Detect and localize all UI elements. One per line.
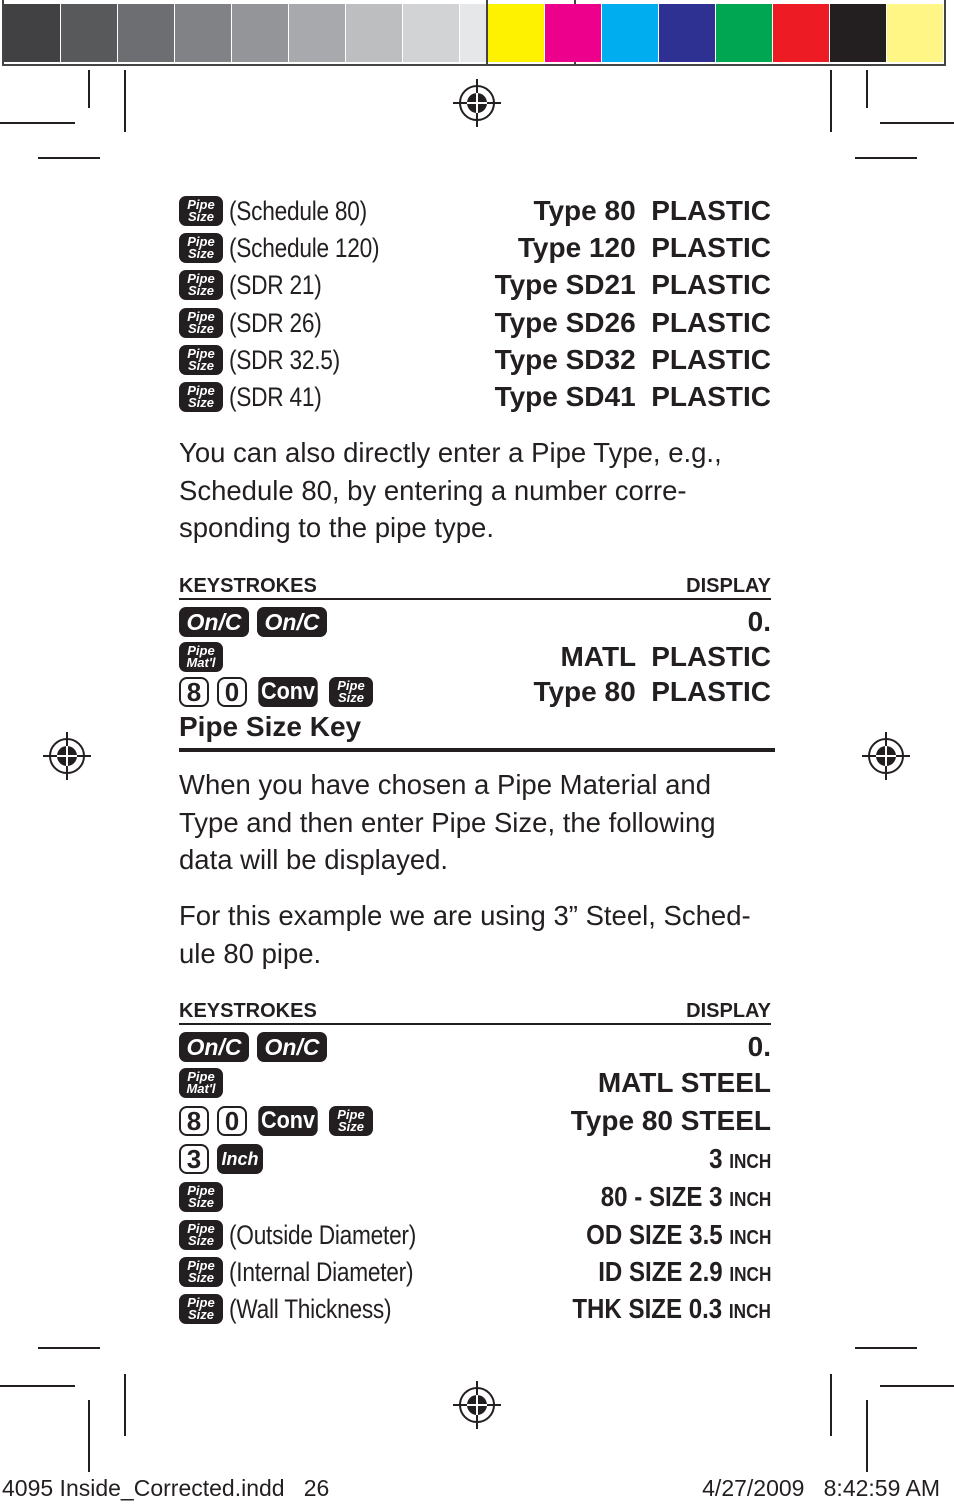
- table-row: [179, 1292, 771, 1326]
- pipe-size-key-icon: Pipe Size: [179, 1257, 223, 1287]
- pipe-size-key-icon: Pipe Size: [179, 1220, 223, 1250]
- paragraph-line: When you have chosen a Pipe Material and: [179, 769, 711, 800]
- keystrokes-header: KEYSTROKES: [179, 1000, 317, 1022]
- table-row: [179, 675, 771, 709]
- crop-mark: [38, 157, 100, 159]
- gray-swatch: [289, 4, 346, 62]
- registration-mark-icon: [453, 1381, 501, 1429]
- crop-mark: [866, 70, 868, 108]
- gray-swatch: [61, 4, 118, 62]
- display-value: MATL PLASTIC: [560, 641, 771, 672]
- pipe-type-note: (SDR 41): [229, 381, 322, 412]
- paragraph-line: ule 80 pipe.: [179, 937, 322, 969]
- paragraph-line: Schedule 80, by entering a number corre-: [179, 474, 687, 506]
- row-note: (Wall Thickness): [229, 1293, 392, 1324]
- display-value: Type SD41 PLASTIC: [494, 381, 771, 412]
- pipe-size-key-icon: Pipe Size: [179, 196, 223, 226]
- crop-mark: [88, 70, 90, 108]
- color-swatch: [773, 4, 830, 62]
- display-value: OD SIZE 3.5 INCH: [585, 1219, 771, 1250]
- table-row: [179, 640, 771, 674]
- table-header: [179, 574, 771, 600]
- crop-mark: [880, 122, 954, 124]
- pipe-type-note: (Schedule 120): [229, 232, 380, 263]
- pipe-type-note: (Schedule 80): [229, 195, 367, 226]
- display-value: 3 INCH: [708, 1143, 771, 1174]
- crop-mark: [38, 1347, 100, 1349]
- pipe-type-note: (SDR 26): [229, 307, 322, 338]
- table-row: [179, 1030, 771, 1064]
- table-row: [179, 1255, 771, 1289]
- crop-mark: [830, 1374, 832, 1436]
- gray-swatch: [118, 4, 175, 62]
- digit-8-key-icon: 8: [179, 1106, 209, 1136]
- footer-slug-left: 4095 Inside_Corrected.indd 26: [2, 1475, 330, 1501]
- pipe-type-note: (SDR 21): [229, 269, 322, 300]
- display-value: THK SIZE 0.3 INCH: [572, 1293, 771, 1324]
- crop-mark: [124, 70, 126, 132]
- process-color-bar: [486, 0, 946, 66]
- crop-mark: [88, 1400, 90, 1472]
- paragraph-pipe-size-intro: [179, 766, 779, 879]
- digit-8-key-icon: 8: [179, 677, 209, 707]
- display-value: Type 80 PLASTIC: [533, 676, 771, 707]
- table-row: [179, 1066, 771, 1100]
- display-header: DISPLAY: [686, 575, 771, 597]
- digit-0-key-icon: 0: [217, 677, 247, 707]
- color-swatch: [887, 4, 944, 62]
- color-swatch: [545, 4, 602, 62]
- pipe-size-key-icon: Pipe Size: [179, 1294, 223, 1324]
- conv-key-icon: Conv: [258, 1106, 317, 1136]
- paragraph-line: For this example we are using 3” Steel, Sched-: [179, 900, 751, 931]
- display-value: 0.: [747, 1031, 771, 1062]
- crop-mark: [866, 1400, 868, 1472]
- gray-swatch: [175, 4, 232, 62]
- list-item: [179, 343, 771, 377]
- display-value: 80 - SIZE 3 INCH: [600, 1181, 771, 1212]
- on-c-key-icon: On/C: [179, 1032, 249, 1062]
- display-value: MATL STEEL: [597, 1067, 771, 1098]
- color-swatch: [488, 4, 545, 62]
- paragraph-line: sponding to the pipe type.: [179, 512, 494, 543]
- pipe-size-key-icon: Pipe Size: [179, 270, 223, 300]
- digit-0-key-icon: 0: [217, 1106, 247, 1136]
- color-swatch: [830, 4, 887, 62]
- row-note: (Outside Diameter): [229, 1219, 417, 1250]
- footer-slug-right: 4/27/2009 8:42:59 AM: [702, 1475, 940, 1501]
- paragraph-line: Type and then enter Pipe Size, the following: [179, 806, 716, 838]
- conv-key-icon: Conv: [258, 677, 317, 707]
- table-row: [179, 1104, 771, 1138]
- pipe-size-key-icon: Pipe Size: [179, 308, 223, 338]
- gray-swatch: [403, 4, 460, 62]
- table-row: [179, 605, 771, 639]
- crop-mark: [0, 122, 75, 124]
- registration-mark-icon: [43, 732, 91, 780]
- paragraph-line: data will be displayed.: [179, 844, 449, 875]
- inch-key-icon: Inch: [217, 1144, 263, 1174]
- on-c-key-icon: On/C: [257, 607, 327, 637]
- display-value: Type 80 STEEL: [570, 1105, 771, 1136]
- list-item: [179, 194, 771, 228]
- paragraph-direct-entry: [179, 434, 779, 547]
- digit-3-key-icon: 3: [179, 1144, 209, 1174]
- color-swatch: [602, 4, 659, 62]
- row-note: (Internal Diameter): [229, 1256, 414, 1287]
- registration-mark-icon: [453, 79, 501, 127]
- keystrokes-header: KEYSTROKES: [179, 575, 317, 597]
- gray-swatch: [4, 4, 61, 62]
- display-value: Type SD21 PLASTIC: [494, 269, 771, 300]
- pipe-size-key-icon: Pipe Size: [179, 233, 223, 263]
- crop-mark: [855, 157, 917, 159]
- gray-swatch: [346, 4, 403, 62]
- pipe-size-key-icon: Pipe Size: [329, 677, 373, 707]
- crop-mark: [855, 1347, 917, 1349]
- pipe-type-note: (SDR 32.5): [229, 344, 340, 375]
- table-row: [179, 1142, 771, 1176]
- crop-mark: [124, 1374, 126, 1436]
- display-value: Type SD26 PLASTIC: [494, 307, 771, 338]
- pipe-size-key-icon: Pipe Size: [179, 382, 223, 412]
- paragraph-line: You can also directly enter a Pipe Type, e.g.,: [179, 437, 722, 468]
- registration-mark-icon: [862, 732, 910, 780]
- crop-mark: [0, 1385, 75, 1387]
- display-header: DISPLAY: [686, 1000, 771, 1022]
- section-title: Pipe Size Key: [179, 710, 775, 752]
- pipe-matl-key-icon: Pipe Mat'l: [179, 1068, 223, 1098]
- gray-swatch: [232, 4, 289, 62]
- on-c-key-icon: On/C: [257, 1032, 327, 1062]
- list-item: [179, 306, 771, 340]
- color-swatch: [716, 4, 773, 62]
- pipe-matl-key-icon: Pipe Mat'l: [179, 642, 223, 672]
- display-value: Type 120 PLASTIC: [517, 232, 771, 263]
- table-row: [179, 1180, 771, 1214]
- list-item: [179, 268, 771, 302]
- paragraph-example: [179, 897, 779, 972]
- crop-mark: [880, 1385, 954, 1387]
- color-swatch: [659, 4, 716, 62]
- pipe-size-key-icon: Pipe Size: [329, 1106, 373, 1136]
- list-item: [179, 380, 771, 414]
- table-header: [179, 999, 771, 1025]
- list-item: [179, 231, 771, 265]
- display-value: Type 80 PLASTIC: [533, 195, 771, 226]
- on-c-key-icon: On/C: [179, 607, 249, 637]
- pipe-size-key-icon: Pipe Size: [179, 1182, 223, 1212]
- display-value: 0.: [747, 606, 771, 637]
- pipe-size-key-icon: Pipe Size: [179, 345, 223, 375]
- table-row: [179, 1218, 771, 1252]
- display-value: ID SIZE 2.9 INCH: [597, 1256, 771, 1287]
- display-value: Type SD32 PLASTIC: [494, 344, 771, 375]
- crop-mark: [830, 70, 832, 132]
